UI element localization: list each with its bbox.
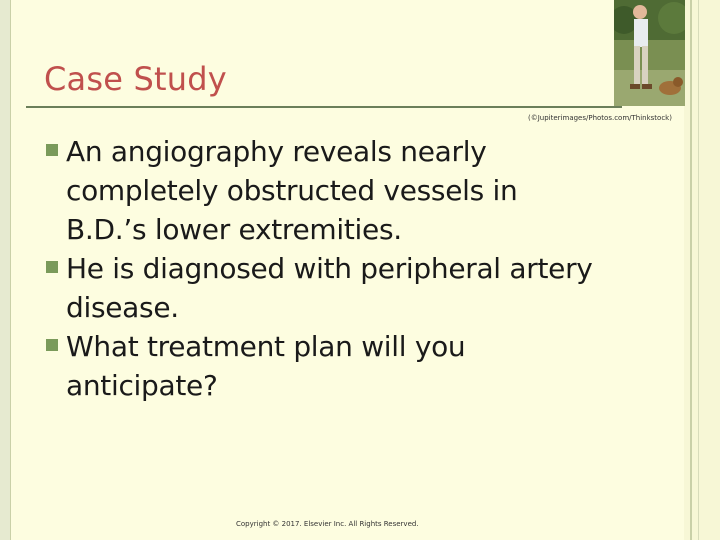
copyright-notice: Copyright © 2017. Elsevier Inc. All Rights Reserved.: [236, 520, 419, 528]
bullet-text: What treatment plan will you anticipate?: [66, 330, 466, 402]
bullet-item: [42, 249, 602, 327]
slide-title: Case Study: [44, 60, 227, 98]
bullet-item: [42, 327, 602, 405]
bullet-text: An angiography reveals nearly completely obstructed vessels in B.D.’s lower extremities.: [66, 135, 518, 246]
square-bullet-icon: [46, 261, 58, 273]
square-bullet-icon: [46, 144, 58, 156]
title-divider: [26, 106, 622, 108]
bullet-list: [42, 132, 602, 405]
right-border-band: [684, 0, 720, 540]
photo-man-walking-dog: [614, 0, 685, 106]
photo-credit: (©Jupiterimages/Photos.com/Thinkstock): [528, 114, 672, 122]
square-bullet-icon: [46, 339, 58, 351]
bullet-text: He is diagnosed with peripheral artery disease.: [66, 252, 593, 324]
bullet-item: [42, 132, 602, 249]
left-border-band: [0, 0, 11, 540]
